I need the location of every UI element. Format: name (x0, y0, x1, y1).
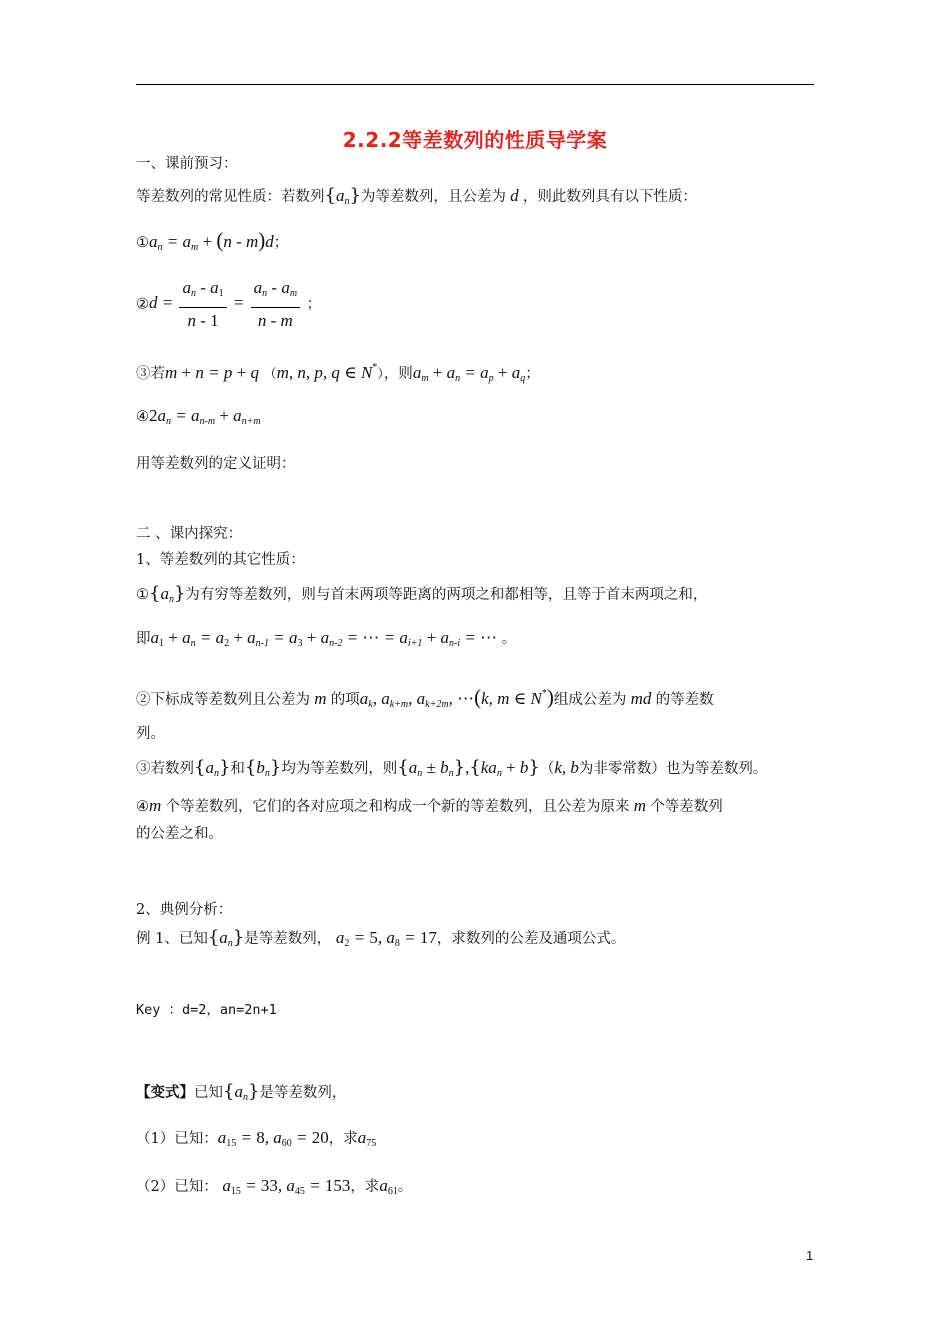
variation-heading: 【变式】已知$\{a_n\}$是等差数列， (136, 1081, 347, 1103)
other-property-2: ②下标成等差数列且公差为 m 的项$a_k$, $a_{k+m}$, $a_{k+2m}$, ⋯(k, m ∈ N*)组成公差为 md 的等差数 (136, 685, 714, 710)
example-1: 例 1、已知$\{a_n\}$是等差数列， $a_2 = 5$, $a_8 = 17$，求数列的公差及通项公式。 (136, 927, 626, 949)
header-rule (136, 84, 814, 85)
other-property-1-formula: 即$a_1 + a_n = a_2 + a_{n-1} = a_3 + a_{n-2}$ = ⋯ = $a_{i+1} + a_{n-i}$ = ⋯ 。 (136, 628, 517, 649)
section-heading-explore: 二 、课内探究： (136, 526, 243, 542)
property-1: $①a_n = a_m + (n - m)d$； (136, 228, 289, 253)
page-title: 2.2.2等差数列的性质导学案 (342, 128, 608, 152)
other-property-3: ③若数列$\{a_n\}$和$\{b_n\}$均为等差数列，则$\{a_n \pm b_n\},\{ka_n + b\}(k$, b为非零常数）也为等差数列。 (136, 757, 768, 779)
property-2: ②d = $\frac{a_n - a_1}{n - 1}$ = $\frac{a_n - a_m}{n - m}$ ； (136, 278, 322, 330)
subsection-examples: 2、典例分析： (136, 902, 233, 918)
intro-line: 等差数列的常见性质：若数列$\{a_n\}$为等差数列，且公差为 d ，则此数列具有以下性质： (136, 185, 697, 207)
other-property-4: ④m 个等差数列，它们的各对应项之和构成一个新的等差数列，且公差为原来 m 个等差数列 (136, 796, 723, 815)
proof-prompt: 用等差数列的定义证明： (136, 456, 296, 472)
variation-2: （2）已知： $a_{15} = 33$, $a_{45} = 153$，求$a_{61}$。 (136, 1176, 413, 1197)
other-property-4-cont: 的公差之和。 (136, 826, 223, 842)
page-number: 1 (806, 1248, 814, 1263)
property-4: $④2a_n = a_{n-m} + a_{n+m}$ (136, 406, 261, 427)
section-heading-preview: 一、课前预习： (136, 156, 238, 172)
variation-1: （1）已知：$a_{15} = 8$, $a_{60} = 20$，求$a_{75}$ (136, 1128, 377, 1149)
property-3: ③若m + n = p + q （m, n, p, q ∈ N*），则$a_m + a_n = a_p + a_q$； (136, 362, 540, 384)
other-property-1: $①\{a_n\}$为有穷等差数列，则与首末两项等距离的两项之和都相等，且等于首末两项之和， (136, 583, 708, 605)
answer-key: Key ：d=2，an=2n+1 (136, 1002, 277, 1018)
subsection-properties: 1、等差数列的其它性质： (136, 552, 305, 568)
other-property-2-cont: 列。 (136, 726, 165, 742)
